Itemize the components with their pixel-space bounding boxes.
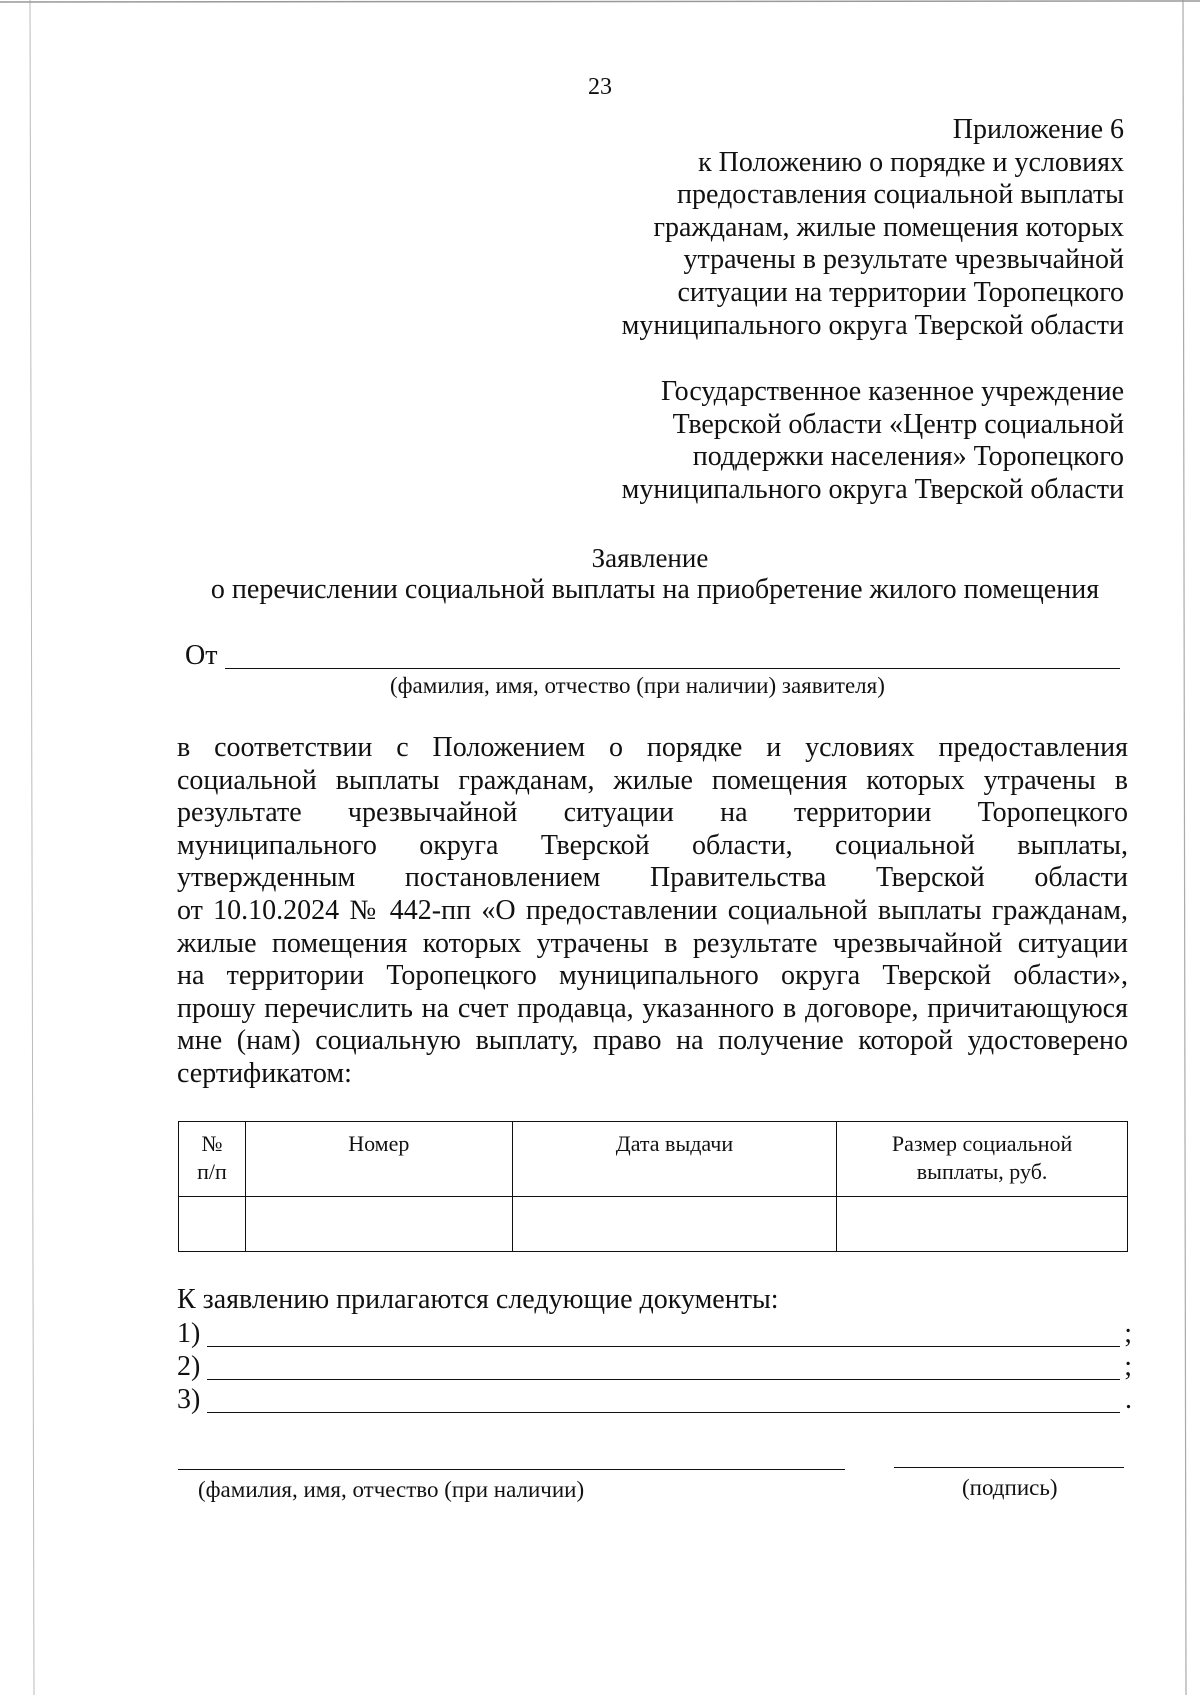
body-line: социальной выплаты гражданам, жилые помещения которых утрачены в (177, 764, 1128, 796)
addressee-line: Тверской области «Центр социальной (672, 408, 1124, 440)
addressee-block (622, 376, 1124, 506)
body-line: на территории Торопецкого муниципального округа Тверской области», (177, 960, 1128, 992)
addressee-line: поддержки населения» Торопецкого (692, 441, 1124, 473)
annex-line: гражданам, жилые помещения которых (653, 211, 1124, 243)
body-line: в соответствии с Положением о порядке и условиях предоставления (177, 732, 1128, 763)
attachment-end-mark: . (1125, 1384, 1132, 1415)
table-cell[interactable] (245, 1197, 512, 1252)
body-line: от 10.10.2024 № 442-пп «О предоставлении социальной выплаты гражданам, (177, 894, 1128, 926)
attachment-number: 1) (177, 1318, 201, 1349)
body-line: результате чрезвычайной ситуации на территории Торопецкого (177, 797, 1128, 829)
column-header-number-line1: № (201, 1131, 223, 1156)
annex-line: ситуации на территории Торопецкого (677, 276, 1124, 308)
column-header-issue-date: Дата выдачи (512, 1122, 837, 1197)
annex-line: Приложение 6 (952, 114, 1124, 145)
body-line: жилые помещения которых утрачены в результате чрезвычайной ситуации (177, 927, 1128, 959)
addressee-line: муниципального округа Тверской области (621, 473, 1124, 505)
body-line: утвержденным постановлением Правительства Тверской области (177, 862, 1128, 894)
attachment-number: 2) (177, 1351, 201, 1382)
table-header-row (179, 1122, 1128, 1197)
column-header-payment-amount (837, 1122, 1128, 1197)
page-number: 23 (588, 74, 612, 100)
signature-caption: (подпись) (962, 1475, 1058, 1500)
addressee-line: Государственное казенное учреждение (660, 376, 1124, 407)
applicant-name-caption: (фамилия, имя, отчество (при наличии) заявителя) (390, 673, 885, 698)
from-label: От (185, 640, 218, 671)
table-cell[interactable] (837, 1197, 1128, 1252)
attachment-end-mark: ; (1124, 1318, 1132, 1349)
column-header-number (179, 1122, 246, 1197)
column-header-number-line2: п/п (197, 1159, 227, 1184)
annex-line: предоставления социальной выплаты (676, 179, 1124, 211)
body-paragraph (177, 732, 1128, 1091)
annex-line: муниципального округа Тверской области (621, 309, 1124, 341)
annex-block (622, 114, 1124, 342)
attachment-item (177, 1318, 1132, 1350)
table-cell[interactable] (179, 1197, 246, 1252)
column-header-amount-line2: выплаты, руб. (916, 1159, 1048, 1184)
annex-line: к Положению о порядке и условиях (698, 146, 1124, 178)
attachment-end-mark: ; (1124, 1351, 1132, 1382)
attachment-number: 3) (177, 1384, 201, 1415)
attachment-field[interactable] (207, 1346, 1120, 1347)
table-row (179, 1197, 1128, 1252)
attachment-item (177, 1384, 1132, 1416)
signature-field[interactable] (894, 1467, 1124, 1468)
signer-name-caption: (фамилия, имя, отчество (при наличии) (198, 1477, 585, 1502)
signer-name-field[interactable] (178, 1469, 845, 1470)
certificate-table (178, 1121, 1128, 1252)
table-cell[interactable] (512, 1197, 837, 1252)
body-line: мне (нам) социальную выплату, право на получение которой удостоверено (177, 1025, 1128, 1057)
body-line: прошу перечислить на счет продавца, указанного в договоре, причитающуюся (177, 992, 1128, 1024)
body-line: сертификатом: (177, 1057, 352, 1089)
document-subtitle: о перечислении социальной выплаты на приобретение жилого помещения (210, 574, 1100, 605)
attachment-item (177, 1351, 1132, 1383)
attachment-field[interactable] (207, 1412, 1120, 1413)
column-header-amount-line1: Размер социальной (891, 1131, 1073, 1156)
attachment-field[interactable] (207, 1379, 1120, 1380)
document-title: Заявление (591, 543, 709, 573)
annex-line: утрачены в результате чрезвычайной (683, 244, 1124, 276)
applicant-name-field[interactable] (225, 668, 1120, 669)
attachments-title: К заявлению прилагаются следующие документы: (177, 1284, 779, 1315)
column-header-certificate-number: Номер (245, 1122, 512, 1197)
body-line: муниципального округа Тверской области, социальной выплаты, (177, 829, 1128, 861)
